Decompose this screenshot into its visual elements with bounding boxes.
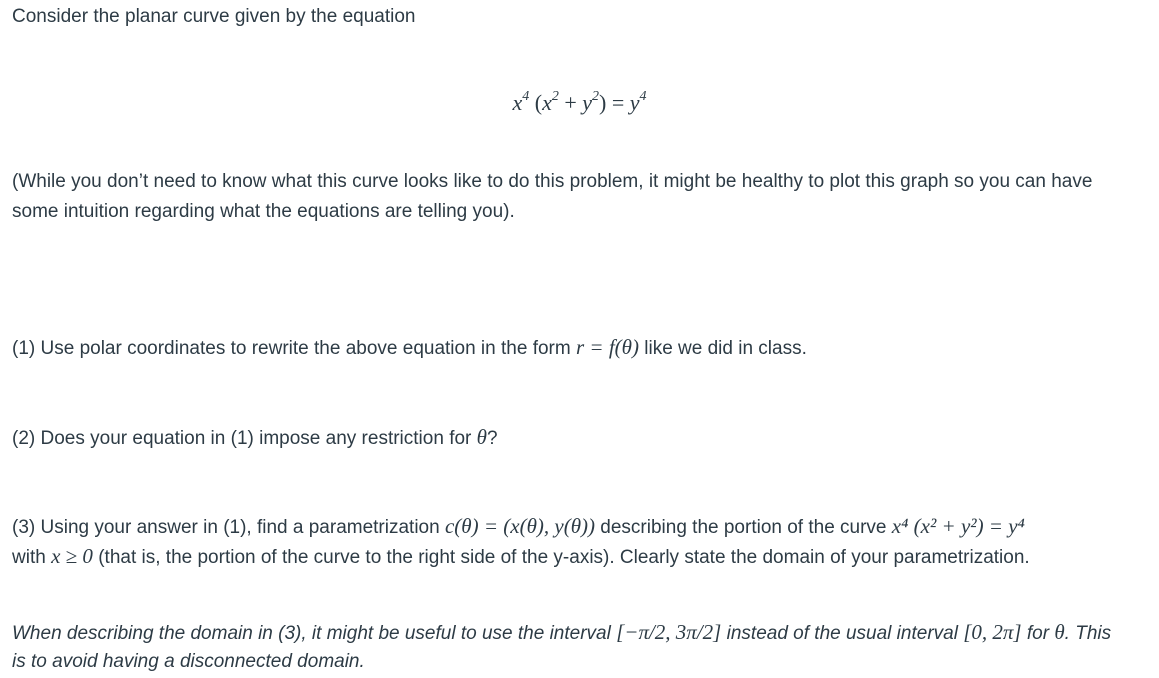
q2-math: θ: [476, 425, 487, 449]
question-3-line2: with x ≥ 0 (that is, the portion of the curve to the right side of the y-axis). Clearly state the domain of your parametrization.: [12, 544, 1030, 568]
note-line1: When describing the domain in (3), it might be useful to use the interval [−π/2, 3π/2] instead of the usual interval [0, 2π] for θ. This: [12, 620, 1112, 644]
q1-math: r = f(θ): [575, 335, 639, 359]
question-1: (1) Use polar coordinates to rewrite the above equation in the form r = f(θ) like we did in class.: [12, 335, 807, 359]
question-2: (2) Does your equation in (1) impose any restriction for θ?: [12, 425, 498, 449]
note-theta: θ: [1054, 620, 1065, 644]
note-interval-1: [−π/2, 3π/2]: [616, 620, 722, 644]
question-3-line1: (3) Using your answer in (1), find a parametrization c(θ) = (x(θ), y(θ)) describing the portion of the curve x⁴ (x² + y²) = y⁴: [12, 514, 1025, 538]
note-interval-2: [0, 2π]: [963, 620, 1022, 644]
note-line2: is to avoid having a disconnected domain.: [12, 651, 365, 672]
intro-text: Consider the planar curve given by the equation: [12, 6, 416, 27]
q3-param-math: c(θ) = (x(θ), y(θ)): [444, 514, 595, 538]
q3-curve-math: x⁴ (x² + y²) = y⁴: [891, 514, 1025, 538]
while-paragraph-line2: some intuition regarding what the equations are telling you).: [12, 201, 515, 222]
while-paragraph-line1: (While you don’t need to know what this curve looks like to do this problem, it might be healthy to plot this graph so you can have: [12, 171, 1093, 192]
q3-condition-math: x ≥ 0: [51, 544, 93, 568]
main-equation: $x^4$ $(x^2 + y^2) = y^4$: [512, 89, 647, 115]
